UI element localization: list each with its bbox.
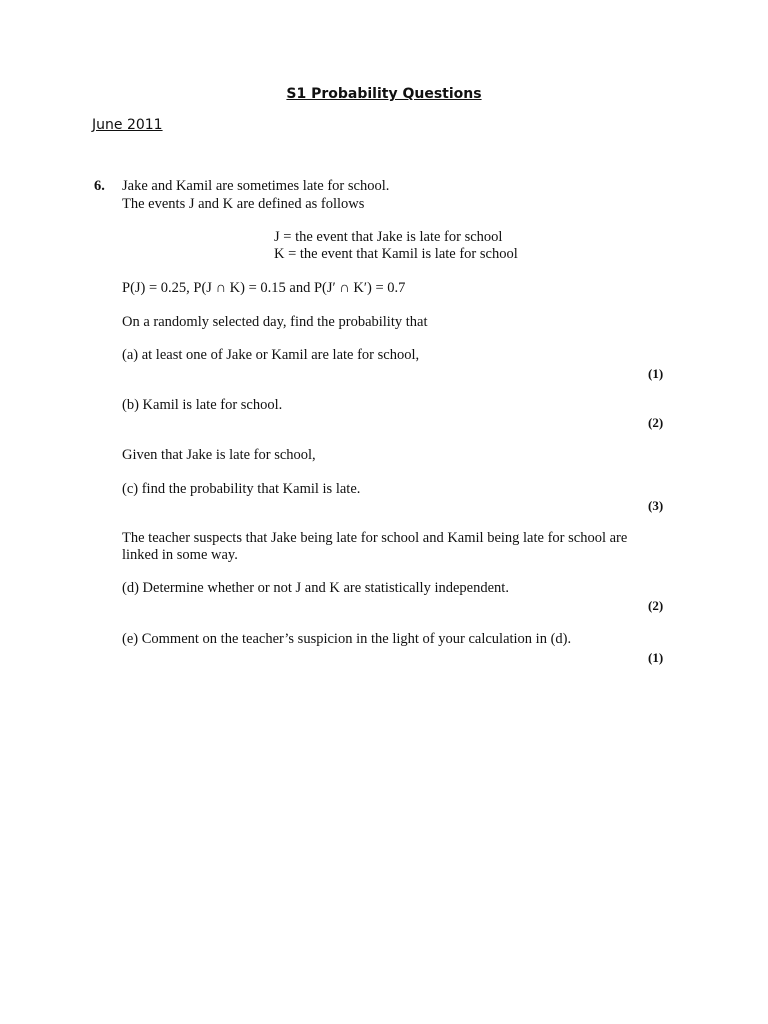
part-b-marks: (2) [648,415,664,430]
intro-line-2: The events J and K are defined as follows [122,196,365,212]
prompt-text: On a randomly selected day, find the probability that [122,314,428,330]
part-b-text: (b) Kamil is late for school. [122,397,283,413]
part-d-text: (d) Determine whether or not J and K are statistically independent. [122,580,509,596]
given-probabilities: P(J) = 0.25, P(J ∩ K) = 0.15 and P(J′ ∩ K′) = 0.7 [122,280,406,296]
part-e-text: (e) Comment on the teacher’s suspicion in the light of your calculation in (d). [122,631,572,647]
question-number: 6. [94,178,105,194]
part-a-text: (a) at least one of Jake or Kamil are late for school, [122,347,420,363]
intro-line-1: Jake and Kamil are sometimes late for school. [122,178,390,194]
part-c-marks: (3) [648,498,664,513]
given-jake-text: Given that Jake is late for school, [122,447,316,463]
teacher-line-2: linked in some way. [122,547,238,563]
part-d-marks: (2) [648,598,664,613]
definition-j: J = the event that Jake is late for school [274,229,503,245]
teacher-line-1: The teacher suspects that Jake being late for school and Kamil being late for school are [122,530,628,546]
definition-k: K = the event that Kamil is late for school [274,246,518,262]
page-title: S1 Probability Questions [286,86,482,102]
part-e-marks: (1) [648,650,664,665]
part-a-marks: (1) [648,366,664,381]
part-c-text: (c) find the probability that Kamil is late. [122,481,361,497]
date-heading: June 2011 [92,117,163,133]
